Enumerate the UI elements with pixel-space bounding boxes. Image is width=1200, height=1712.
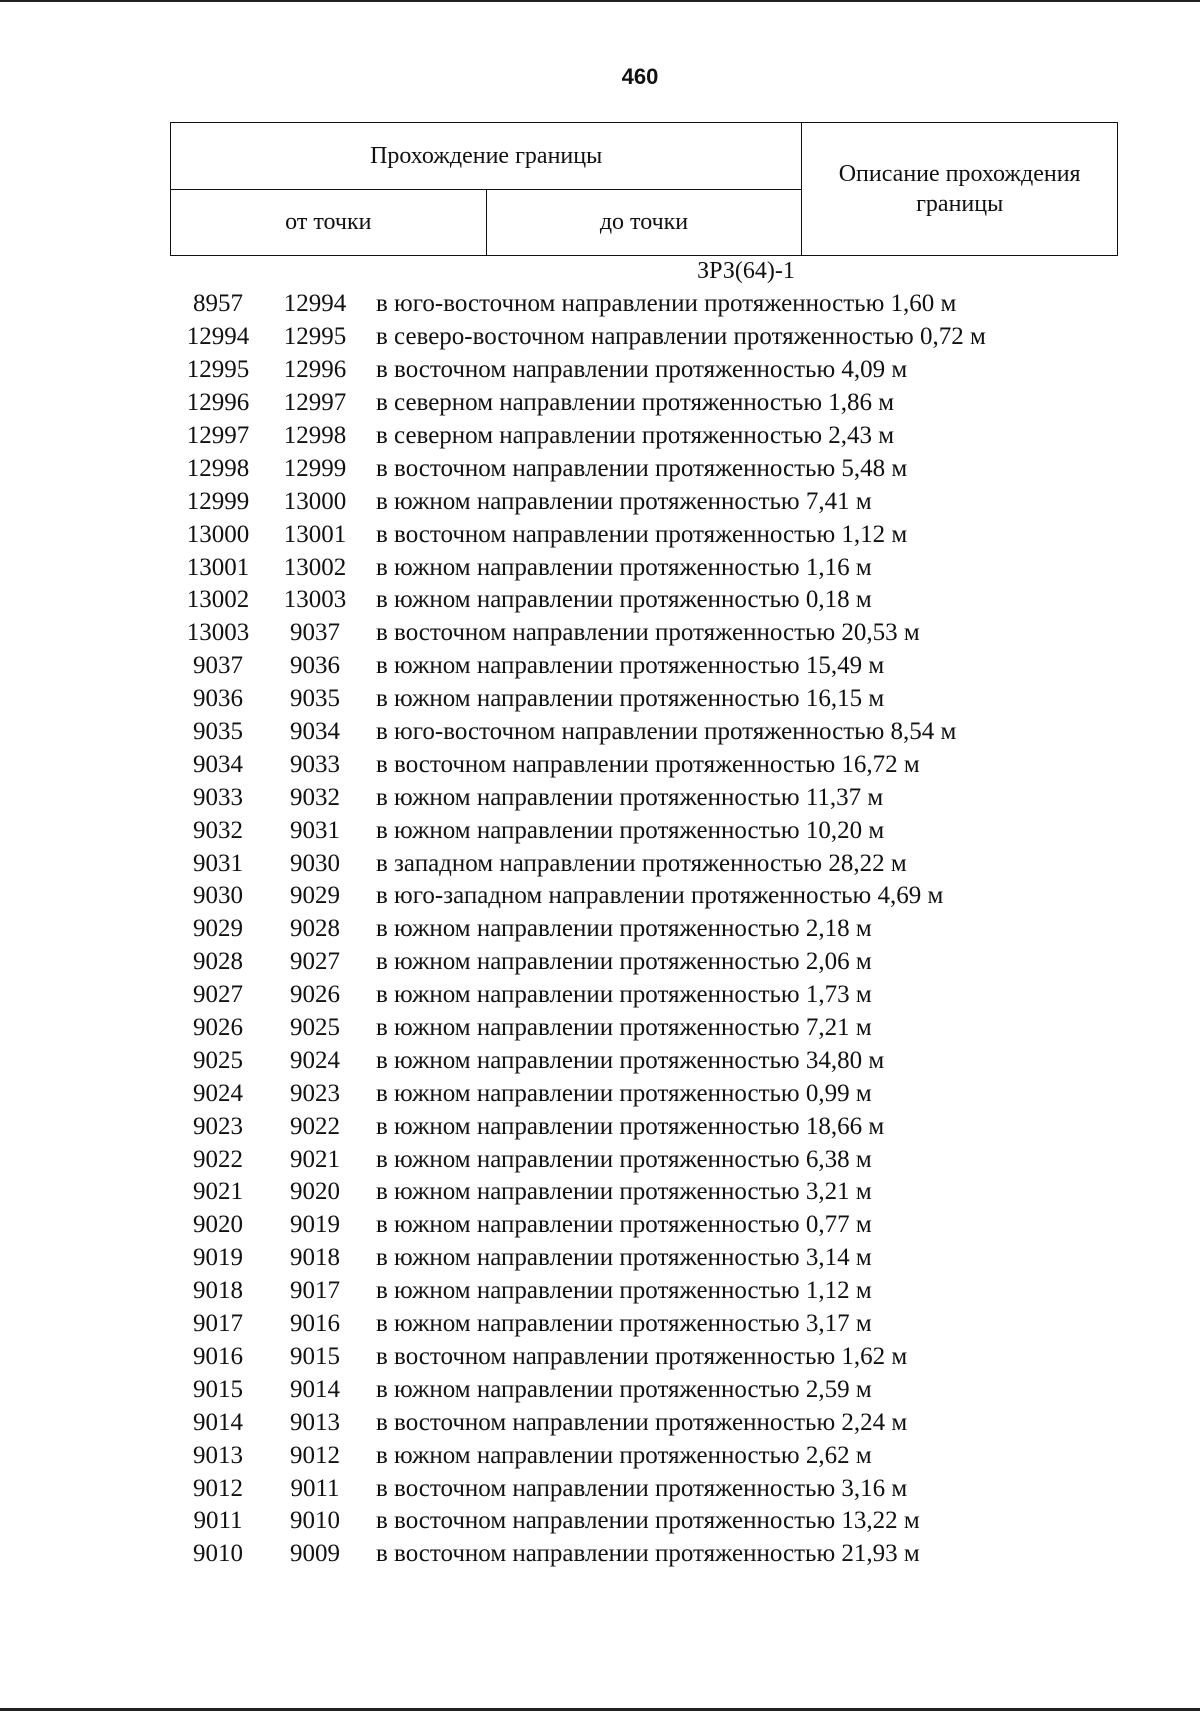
to-point: 9031 <box>290 816 340 844</box>
table-row <box>170 1341 1120 1374</box>
table-row <box>170 880 1120 913</box>
to-point: 9017 <box>290 1277 340 1305</box>
to-point: 9024 <box>290 1046 340 1074</box>
boundary-description: в южном направлении протяженностью 2,62 м <box>376 1441 872 1469</box>
from-point: 9021 <box>193 1178 243 1206</box>
boundary-rows <box>170 288 1120 1571</box>
table-row <box>170 617 1120 650</box>
to-point: 9037 <box>290 619 340 647</box>
to-point: 12995 <box>283 323 347 351</box>
table-row <box>170 1077 1120 1110</box>
boundary-description: в южном направлении протяженностью 7,41 м <box>376 487 872 515</box>
to-point: 9020 <box>290 1178 340 1206</box>
boundary-description: в юго-западном направлении протяженностью 4,69 м <box>376 882 944 910</box>
to-point: 9016 <box>290 1310 340 1338</box>
table-row <box>170 650 1120 683</box>
to-point: 9009 <box>290 1540 340 1568</box>
from-point: 12999 <box>186 487 250 515</box>
to-point: 13001 <box>283 520 347 548</box>
from-point: 9024 <box>193 1079 243 1107</box>
from-point: 9017 <box>193 1310 243 1338</box>
from-point: 9020 <box>193 1211 243 1239</box>
boundary-description: в восточном направлении протяженностью 2,24 м <box>376 1408 908 1436</box>
from-point: 9030 <box>193 882 243 910</box>
boundary-description: в южном направлении протяженностью 0,77 м <box>376 1211 872 1239</box>
from-point: 9022 <box>193 1145 243 1173</box>
table-row <box>170 814 1120 847</box>
to-point: 9034 <box>290 718 340 746</box>
table-row <box>170 321 1120 354</box>
to-point: 9015 <box>290 1342 340 1370</box>
to-point: 9022 <box>290 1112 340 1140</box>
from-point: 9036 <box>193 685 243 713</box>
boundary-description: в южном направлении протяженностью 1,12 м <box>376 1277 872 1305</box>
boundary-description: в южном направлении протяженностью 18,66 м <box>376 1112 885 1140</box>
to-point: 9029 <box>290 882 340 910</box>
from-point: 9026 <box>193 1014 243 1042</box>
to-point: 9013 <box>290 1408 340 1436</box>
table-row <box>170 946 1120 979</box>
boundary-description: в южном направлении протяженностью 11,37 м <box>376 783 884 811</box>
to-point: 13003 <box>283 586 347 614</box>
to-point: 9012 <box>290 1441 340 1469</box>
table-row <box>170 1406 1120 1439</box>
boundary-description: в юго-восточном направлении протяженностью 1,60 м <box>376 290 957 318</box>
to-point: 9033 <box>290 750 340 778</box>
table-row <box>170 716 1120 749</box>
table-row <box>170 913 1120 946</box>
header-to-point: до точки <box>486 189 802 256</box>
from-point: 9035 <box>193 718 243 746</box>
boundary-description: в восточном направлении протяженностью 20,53 м <box>376 619 920 647</box>
boundary-description: в южном направлении протяженностью 10,20 м <box>376 816 885 844</box>
table-row <box>170 1176 1120 1209</box>
boundary-description: в южном направлении протяженностью 2,06 м <box>376 948 872 976</box>
boundary-description: в южном направлении протяженностью 15,49 м <box>376 652 885 680</box>
boundary-description: в южном направлении протяженностью 2,59 м <box>376 1375 872 1403</box>
boundary-description: в южном направлении протяженностью 3,17 м <box>376 1310 872 1338</box>
table-row <box>170 1012 1120 1045</box>
to-point: 9036 <box>290 652 340 680</box>
boundary-description: в восточном направлении протяженностью 21,93 м <box>376 1540 920 1568</box>
table-row <box>170 1044 1120 1077</box>
boundary-description: в северном направлении протяженностью 1,86 м <box>376 389 895 417</box>
from-point: 12997 <box>186 422 250 449</box>
to-point: 13002 <box>283 553 347 581</box>
to-point: 9021 <box>290 1145 340 1173</box>
boundary-description: в восточном направлении протяженностью 5,48 м <box>376 454 908 482</box>
table-row <box>170 1472 1120 1505</box>
boundary-description: в восточном направлении протяженностью 1,12 м <box>376 520 908 548</box>
scan-bottom-edge <box>0 1708 1200 1711</box>
from-point: 9037 <box>193 652 243 680</box>
table-row <box>170 781 1120 814</box>
boundary-description: в восточном направлении протяженностью 13,22 м <box>376 1507 920 1535</box>
boundary-description: в восточном направлении протяженностью 4,09 м <box>376 356 908 384</box>
boundary-description: в южном направлении протяженностью 34,80 м <box>376 1046 885 1074</box>
to-point: 9014 <box>290 1375 340 1403</box>
from-point: 9033 <box>193 783 243 811</box>
from-point: 9016 <box>193 1342 243 1370</box>
from-point: 9015 <box>193 1375 243 1403</box>
table-row <box>170 847 1120 880</box>
table-row <box>170 485 1120 518</box>
table-row <box>170 551 1120 584</box>
from-point: 9029 <box>193 915 243 943</box>
section-title: ЗРЗ(64)-1 <box>697 258 795 284</box>
table-row <box>170 354 1120 387</box>
from-point: 13000 <box>186 520 250 548</box>
table-row <box>170 1308 1120 1341</box>
boundary-description: в южном направлении протяженностью 1,16 м <box>376 553 872 581</box>
boundary-description: в южном направлении протяженностью 0,18 м <box>376 586 872 614</box>
from-point: 12995 <box>186 356 250 384</box>
header-from-point: от точки <box>171 189 487 256</box>
from-point: 8957 <box>193 290 243 318</box>
table-row <box>170 1439 1120 1472</box>
from-point: 13003 <box>186 619 250 647</box>
table-row <box>170 420 1120 453</box>
to-point: 9026 <box>290 981 340 1009</box>
boundary-description: в юго-восточном направлении протяженностью 8,54 м <box>376 718 957 746</box>
boundary-description: в южном направлении протяженностью 3,14 м <box>376 1244 872 1272</box>
table-header <box>170 122 1118 256</box>
boundary-description: в восточном направлении протяженностью 3,16 м <box>376 1474 908 1502</box>
table-row <box>170 979 1120 1012</box>
to-point: 9011 <box>290 1474 340 1502</box>
table-row <box>170 584 1120 617</box>
boundary-description: в южном направлении протяженностью 3,21 м <box>376 1178 872 1206</box>
table-row <box>170 1505 1120 1538</box>
to-point: 12997 <box>283 389 347 417</box>
from-point: 12998 <box>186 454 250 482</box>
scan-top-edge <box>0 0 1200 2</box>
from-point: 9011 <box>193 1507 243 1535</box>
to-point: 12994 <box>283 290 347 318</box>
boundary-description: в южном направлении протяженностью 1,73 м <box>376 981 872 1009</box>
to-point: 12998 <box>283 422 347 449</box>
table-row <box>170 1538 1120 1571</box>
boundary-description: в южном направлении протяженностью 0,99 м <box>376 1079 872 1107</box>
from-point: 9031 <box>193 849 243 877</box>
table-row <box>170 518 1120 551</box>
to-point: 9025 <box>290 1014 340 1042</box>
header-description: Описание прохождения границы <box>802 123 1118 256</box>
from-point: 12996 <box>186 389 250 417</box>
from-point: 9012 <box>193 1474 243 1502</box>
to-point: 12999 <box>283 454 347 482</box>
from-point: 9023 <box>193 1112 243 1140</box>
boundary-description: в южном направлении протяженностью 6,38 м <box>376 1145 872 1173</box>
to-point: 13000 <box>283 487 347 515</box>
to-point: 9023 <box>290 1079 340 1107</box>
to-point: 12996 <box>283 356 347 384</box>
table-row <box>170 1373 1120 1406</box>
table-row <box>170 683 1120 716</box>
from-point: 9025 <box>193 1046 243 1074</box>
from-point: 9013 <box>193 1441 243 1469</box>
from-point: 9034 <box>193 750 243 778</box>
from-point: 9010 <box>193 1540 243 1568</box>
boundary-description: в северном направлении протяженностью 2,43 м <box>376 422 895 449</box>
from-point: 13001 <box>186 553 250 581</box>
from-point: 13002 <box>186 586 250 614</box>
boundary-description: в южном направлении протяженностью 16,15 м <box>376 685 885 713</box>
table-row <box>170 1275 1120 1308</box>
from-point: 9028 <box>193 948 243 976</box>
table-row <box>170 1110 1120 1143</box>
header-boundary-group: Прохождение границы <box>171 123 802 190</box>
to-point: 9027 <box>290 948 340 976</box>
to-point: 9010 <box>290 1507 340 1535</box>
from-point: 9032 <box>193 816 243 844</box>
from-point: 9014 <box>193 1408 243 1436</box>
table-row <box>170 452 1120 485</box>
table-row <box>170 288 1120 321</box>
to-point: 9032 <box>290 783 340 811</box>
to-point: 9035 <box>290 685 340 713</box>
from-point: 9019 <box>193 1244 243 1272</box>
to-point: 9028 <box>290 915 340 943</box>
boundary-description: в южном направлении протяженностью 7,21 м <box>376 1014 872 1042</box>
boundary-description: в северо-восточном направлении протяженностью 0,72 м <box>376 323 986 351</box>
table-row <box>170 387 1120 420</box>
from-point: 12994 <box>186 323 250 351</box>
from-point: 9018 <box>193 1277 243 1305</box>
table-row <box>170 748 1120 781</box>
table-row <box>170 1143 1120 1176</box>
to-point: 9019 <box>290 1211 340 1239</box>
to-point: 9030 <box>290 849 340 877</box>
table-row <box>170 1209 1120 1242</box>
boundary-description: в восточном направлении протяженностью 16,72 м <box>376 750 920 778</box>
page-number: 460 <box>621 64 659 89</box>
table-row <box>170 1242 1120 1275</box>
from-point: 9027 <box>193 981 243 1009</box>
boundary-description: в южном направлении протяженностью 2,18 м <box>376 915 872 943</box>
boundary-description: в западном направлении протяженностью 28,22 м <box>376 849 907 877</box>
to-point: 9018 <box>290 1244 340 1272</box>
boundary-description: в восточном направлении протяженностью 1,62 м <box>376 1342 908 1370</box>
